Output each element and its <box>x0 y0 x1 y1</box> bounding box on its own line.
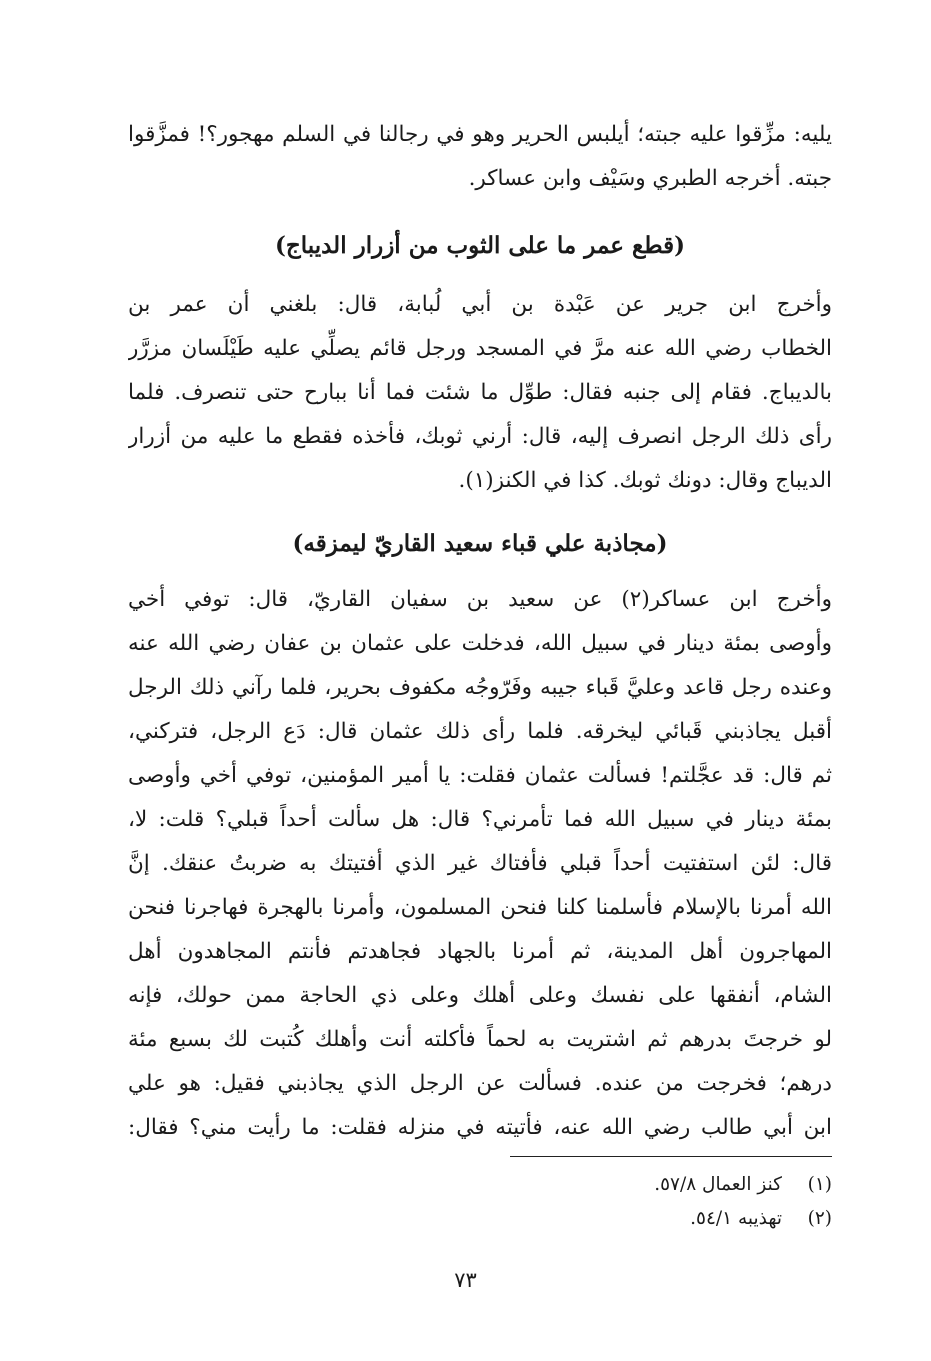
text-line: وأوصى بمئة دينار في سبيل الله، فدخلت على عثمان بن عفان رضي الله عنه <box>128 631 832 656</box>
section-heading: (مجاذبة علي قباء سعيد القاريّ ليمزقه) <box>292 530 668 557</box>
text-line: أقبل يجاذبني قَبائي ليخرقه. فلما رأى ذلك عثمان قال: دَع الرجل، فتركني، <box>128 719 832 744</box>
footnotes <box>300 1168 832 1236</box>
text-line: بمئة دينار في سبيل الله فما تأمرني؟ قال: هل سألت أحداً قبلي؟ قلت: لا، <box>128 807 832 832</box>
intro-paragraph <box>128 113 832 201</box>
footnote-divider <box>510 1156 832 1157</box>
text-line: وعنده رجل قاعد وعليَّ قَباء جيبه وفَرّوجُه مكفوف بحرير، فلما رآني ذلك الرجل <box>128 675 832 700</box>
section1-paragraph <box>128 283 832 503</box>
footnote-number: (٢) <box>807 1208 832 1229</box>
text-line: ابن أبي طالب رضي الله عنه، فأتيته في منزله فقلت: ما رأيت مني؟ فقال: <box>128 1115 832 1140</box>
text-line: وأخرج ابن عساكر(٢) عن سعيد بن سفيان القاريّ، قال: توفي أخي <box>128 587 832 612</box>
page-number: ٧٣ <box>454 1268 477 1292</box>
text-line: الديباج وقال: دونك ثوبك. كذا في الكنز(١). <box>458 468 832 493</box>
footnote-number: (١) <box>807 1174 832 1195</box>
text-line: ثم قال: قد عجَّلتم! فسألت عثمان فقلت: يا أمير المؤمنين، توفي أخي وأوصى <box>128 763 832 788</box>
text-line: المهاجرون أهل المدينة، ثم أمرنا بالجهاد فجاهدتم فأنتم المجاهدون أهل <box>128 939 832 964</box>
text-line: لو خرجتَ بدرهم ثم اشتريت به لحماً فأكلته أنت وأهلك كُتبت لك بسبع مئة <box>128 1027 832 1052</box>
text-line: يليه: مزِّقوا عليه جبته؛ أيلبس الحرير وهو في رجالنا في السلم مهجور؟! فمزَّقوا <box>128 122 832 147</box>
text-line: رأى ذلك الرجل انصرف إليه، قال: أرني ثوبك، فأخذه فقطع ما عليه من أزرار <box>128 424 832 449</box>
text-line: جبته. أخرجه الطبري وسَيْف وابن عساكر. <box>468 166 832 191</box>
text-line: الشام، أنفقها على نفسك وعلى أهلك وعلى ذي الحاجة ممن حولك، فإنه <box>128 983 832 1008</box>
text-line: الخطاب رضي الله عنه مرَّ في المسجد ورجل قائم يصلِّي عليه طَيْلَسان مزرَّر <box>128 336 832 361</box>
footnote-text: كنز العمال ٥٧/٨. <box>654 1174 782 1195</box>
footnote-item <box>300 1168 832 1202</box>
text-line: بالديباج. فقام إلى جنبه فقال: طوِّل ما شئت فما أنا ببارح حتى تنصرف. فلما <box>128 380 832 405</box>
text-line: الله أمرنا بالإسلام فأسلمنا كلنا فنحن المسلمون، وأمرنا بالهجرة فهاجرنا فنحن <box>128 895 832 920</box>
footnote-text: تهذيبه ٥٤/١. <box>690 1208 782 1229</box>
section-heading: (قطع عمر ما على الثوب من أزرار الديباج) <box>275 232 685 259</box>
text-line: قال: لئن استفتيت أحداً قبلي فأفتاك غير الذي أفتيتك به ضربتُ عنقك. إنَّ <box>128 851 832 876</box>
text-line: درهم؛ فخرجت من عنده. فسألت عن الرجل الذي يجاذبني فقيل: هو علي <box>128 1071 832 1096</box>
section2-paragraph <box>128 578 832 1150</box>
text-line: وأخرج ابن جرير عن عَبْدة بن أبي لُبابة، قال: بلغني أن عمر بن <box>128 292 832 317</box>
footnote-item <box>300 1202 832 1236</box>
